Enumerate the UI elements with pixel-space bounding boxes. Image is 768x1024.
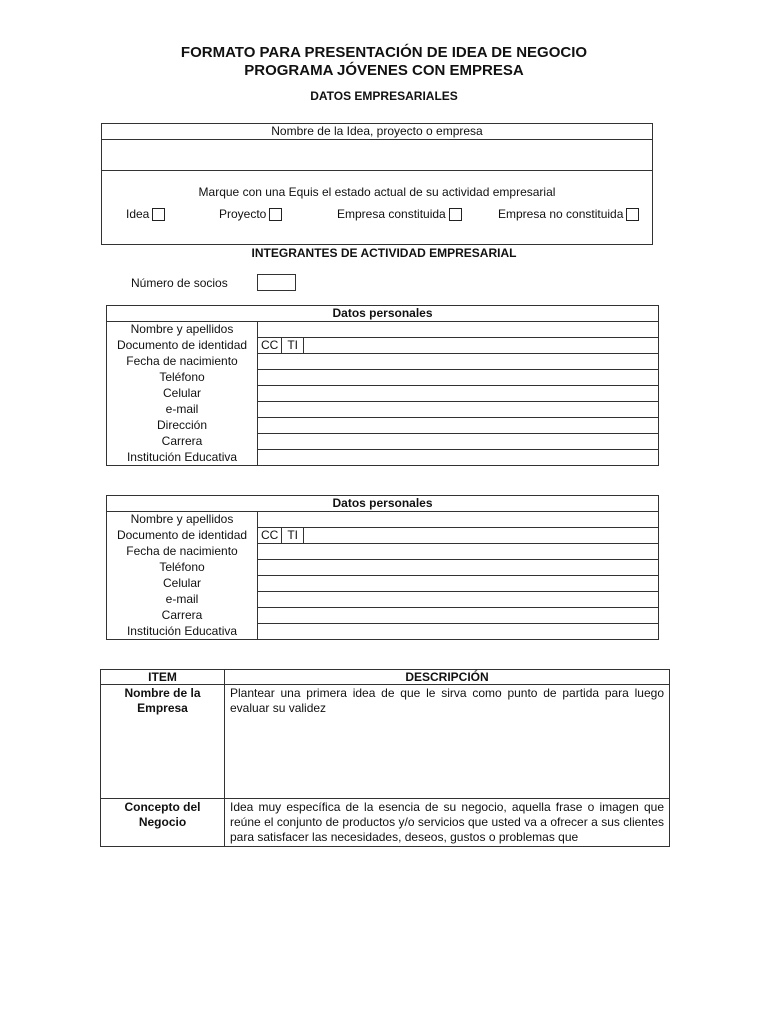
- field-label: Nombre y apellidos: [107, 322, 258, 338]
- field-label: Carrera: [107, 608, 258, 624]
- institution-field[interactable]: [258, 624, 659, 640]
- doc-type-ti[interactable]: TI: [282, 338, 304, 353]
- personal-data-header: Datos personales: [107, 496, 659, 512]
- career-field[interactable]: [258, 434, 659, 450]
- option-empresa-no-constituida[interactable]: [498, 207, 639, 221]
- email-field[interactable]: [258, 592, 659, 608]
- field-label: e-mail: [107, 592, 258, 608]
- doc-type-cc[interactable]: CC: [258, 338, 282, 353]
- description-company-name: Plantear una primera idea de que le sirva como punto de partida para luego evaluar su validez: [225, 685, 670, 799]
- option-idea[interactable]: [126, 207, 165, 221]
- birth-date-field[interactable]: [258, 354, 659, 370]
- personal-data-table-2: [106, 495, 659, 640]
- field-label: Teléfono: [107, 370, 258, 386]
- field-label: Dirección: [107, 418, 258, 434]
- full-name-field[interactable]: [258, 512, 659, 528]
- personal-data-table-1: [106, 305, 659, 466]
- institution-field[interactable]: [258, 450, 659, 466]
- career-field[interactable]: [258, 608, 659, 624]
- phone-field[interactable]: [258, 560, 659, 576]
- checkbox-empresa-no-constituida[interactable]: [626, 208, 639, 221]
- document-title-line2: PROGRAMA JÓVENES CON EMPRESA: [244, 62, 524, 79]
- field-label: Documento de identidad: [107, 338, 258, 354]
- checkbox-proyecto[interactable]: [269, 208, 282, 221]
- partners-label: Número de socios: [131, 276, 228, 290]
- company-name-label: Nombre de la Idea, proyecto o empresa: [102, 124, 652, 140]
- doc-type-cc[interactable]: CC: [258, 528, 282, 543]
- full-name-field[interactable]: [258, 322, 659, 338]
- partners-count-field[interactable]: [257, 274, 296, 291]
- id-document-field[interactable]: [258, 528, 659, 544]
- item-business-concept: Concepto del Negocio: [101, 799, 225, 847]
- field-label: Celular: [107, 386, 258, 402]
- address-field[interactable]: [258, 418, 659, 434]
- field-label: Institución Educativa: [107, 624, 258, 640]
- field-label: Institución Educativa: [107, 450, 258, 466]
- checkbox-empresa-constituida[interactable]: [449, 208, 462, 221]
- mobile-field[interactable]: [258, 386, 659, 402]
- field-label: e-mail: [107, 402, 258, 418]
- company-info-box: [101, 123, 653, 245]
- field-label: Fecha de nacimiento: [107, 354, 258, 370]
- item-company-name: Nombre de la Empresa: [101, 685, 225, 799]
- doc-type-ti[interactable]: TI: [282, 528, 304, 543]
- option-proyecto-label: Proyecto: [219, 207, 267, 221]
- option-idea-label: Idea: [126, 207, 150, 221]
- document-title-line1: FORMATO PARA PRESENTACIÓN DE IDEA DE NEGOCIO: [180, 44, 588, 61]
- field-label: Teléfono: [107, 560, 258, 576]
- section-title-members: INTEGRANTES DE ACTIVIDAD EMPRESARIAL: [251, 246, 517, 260]
- personal-data-header: Datos personales: [107, 306, 659, 322]
- birth-date-field[interactable]: [258, 544, 659, 560]
- status-prompt: Marque con una Equis el estado actual de su actividad empresarial: [198, 185, 556, 199]
- column-header-item: ITEM: [101, 670, 225, 685]
- mobile-field[interactable]: [258, 576, 659, 592]
- column-header-description: DESCRIPCIÓN: [225, 670, 670, 685]
- email-field[interactable]: [258, 402, 659, 418]
- option-empresa-constituida-label: Empresa constituida: [337, 207, 446, 221]
- checkbox-idea[interactable]: [152, 208, 165, 221]
- option-proyecto[interactable]: [219, 207, 282, 221]
- field-label: Fecha de nacimiento: [107, 544, 258, 560]
- option-empresa-no-constituida-label: Empresa no constituida: [498, 207, 624, 221]
- field-label: Carrera: [107, 434, 258, 450]
- phone-field[interactable]: [258, 370, 659, 386]
- field-label: Celular: [107, 576, 258, 592]
- field-label: Documento de identidad: [107, 528, 258, 544]
- description-business-concept: Idea muy específica de la esencia de su negocio, aquella frase o imagen que reúne el conjunto de productos y/o servicios que usted va a ofrecer a sus clientes para satisfacer las necesidades, deseos, gustos o problemas que: [225, 799, 670, 847]
- field-label: Nombre y apellidos: [107, 512, 258, 528]
- section-title-business-data: DATOS EMPRESARIALES: [310, 89, 458, 103]
- id-document-field[interactable]: [258, 338, 659, 354]
- company-name-field[interactable]: [102, 140, 652, 171]
- description-table: [100, 669, 670, 847]
- option-empresa-constituida[interactable]: [337, 207, 462, 221]
